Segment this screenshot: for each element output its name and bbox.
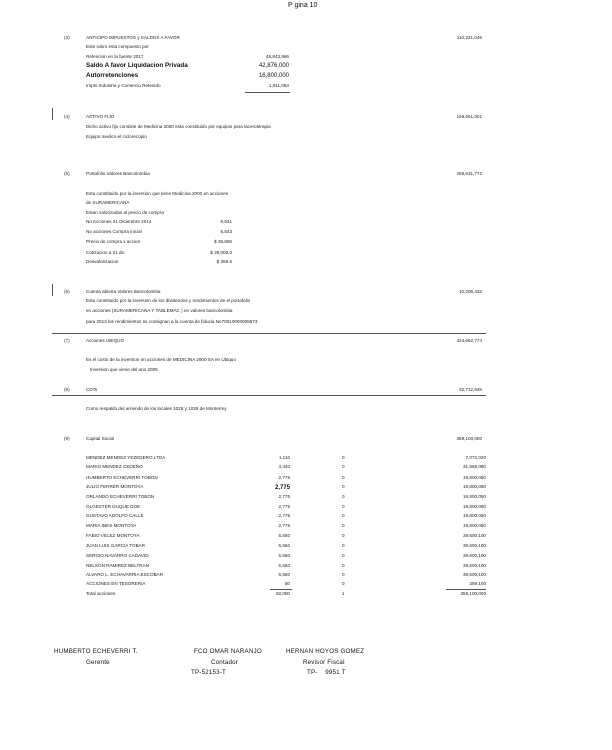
- share-count: 2,775: [278, 513, 290, 518]
- note-7-line: Inversion que viene del ano 2005: [90, 367, 158, 372]
- shareholder-name: OLGESTER DUQUE DOE: [86, 504, 141, 509]
- shareholder-row: [86, 534, 486, 541]
- shareholder-row: [86, 476, 486, 483]
- share-count: 2,775: [274, 485, 290, 491]
- section-divider: [52, 395, 486, 396]
- share-count: 5,550: [278, 553, 290, 558]
- shareholder-row: [86, 495, 486, 502]
- share-change: 0: [342, 464, 345, 469]
- note-3-value: 1,911,083: [268, 83, 289, 88]
- note-5-value: $ 36,606: [214, 239, 232, 244]
- note-5-total: 259,631,772: [456, 171, 482, 176]
- total-rule: [270, 589, 292, 590]
- note-8-number: (8): [64, 387, 70, 392]
- total-share-count: 50,000: [275, 591, 290, 596]
- note-3-line: Autorretenciones: [86, 72, 139, 79]
- note-3-intro: Este rubro esta compuesto por: [86, 44, 149, 49]
- note-5-line: No acciones Compra inicial: [86, 229, 142, 234]
- total-label: Total acciones: [86, 591, 116, 596]
- share-value: 7,072,020: [465, 455, 486, 460]
- note-7-number: (7): [64, 338, 70, 343]
- note-3-line: Saldo A favor Liquidacion Privada: [86, 62, 188, 69]
- note-6-line: en acciones (SURAMERICANA Y TABLEMAC ) en valores bancolombia: [86, 308, 233, 313]
- share-value: 39,600,100: [463, 553, 486, 558]
- note-5-line: de SURAMERICANA: [86, 200, 130, 205]
- share-change: 0: [342, 563, 345, 568]
- share-value: 19,800,050: [463, 523, 486, 528]
- shareholder-name: JUAN LUIS GARCIA TOBAR: [86, 543, 146, 548]
- note-5-line: Esta constituido por la inversion que tiene Medicina 2000 en acciones: [86, 191, 228, 196]
- total-rule: [446, 589, 486, 590]
- note-4-number: (4): [64, 114, 70, 119]
- share-count: 5,550: [278, 563, 290, 568]
- note-7-title: Acciones UBIQUO: [86, 338, 125, 343]
- shareholder-name: ACCIONES EN TESORERIA: [86, 581, 146, 586]
- note-5-value: 6,631: [220, 219, 232, 224]
- note-5-value: $ 39,000.0: [210, 250, 232, 255]
- total-row: [86, 592, 486, 599]
- note-4-total: 159,661,001: [456, 114, 482, 119]
- note-9-total: 359,100,000: [456, 436, 482, 441]
- signatory-name: HERNAN HOYOS GOMEZ: [286, 648, 365, 655]
- shareholder-name: MARIO MENDEZ CEDEÑO: [86, 464, 143, 469]
- note-3-value: 42,876,000: [258, 63, 289, 69]
- underline: [245, 92, 290, 93]
- shareholder-row: [86, 582, 486, 589]
- share-count: 1,110: [278, 455, 290, 460]
- shareholder-row: [86, 514, 486, 521]
- note-3-line: Retencion en la fuente 2017: [86, 54, 144, 59]
- note-6-title: Cuenta abierta Valores Bancolombia: [86, 289, 161, 294]
- share-value: 19,800,050: [463, 494, 486, 499]
- note-3-title: ANTICIPO IMPUESTOS y SALDOS A FAVOR: [86, 35, 180, 40]
- note-6-line: Esta constituido por la inversion de los dividendos y rendimientos de el portafolio: [86, 298, 251, 303]
- shareholder-name: HUMBERTO ECHEVERRI TOBON: [86, 475, 158, 480]
- margin-mark: [52, 108, 53, 120]
- share-count: 50: [284, 581, 290, 586]
- share-value: 19,800,050: [463, 484, 486, 489]
- share-change: 0: [342, 553, 345, 558]
- share-count: 4,440: [278, 464, 290, 469]
- share-count: 2,775: [278, 494, 290, 499]
- signatory-role: Contador: [211, 659, 239, 666]
- note-7-total: 424,662,774: [456, 338, 482, 343]
- shareholder-name: ORLANDO ECHEVERRI TOBON: [86, 494, 155, 499]
- note-9-title: Capital Social: [86, 436, 115, 441]
- note-4-line: Equipo medico el ciclorecopio: [86, 134, 147, 139]
- share-value: 359,100: [469, 581, 486, 586]
- share-value: 31,888,080: [463, 464, 486, 469]
- note-6-total: 10,206,432: [459, 289, 482, 294]
- shareholder-row: [86, 544, 486, 551]
- note-5-line: Estan valorizadas al precio de compra: [86, 210, 164, 215]
- share-count: 5,550: [278, 543, 290, 548]
- note-7-line: Es el costo de la inversion en acciones de MEDICINA 2000 SA en Ubiquo: [86, 357, 236, 362]
- note-8-total: 32,712,645: [459, 387, 482, 392]
- total-share-value: 359,100,000: [460, 591, 486, 596]
- share-change: 0: [342, 581, 345, 586]
- note-3-line: Impto Industria y Comercio Retenido: [86, 83, 161, 88]
- note-3-value: 16,800,000: [258, 73, 289, 79]
- shareholder-row: [86, 505, 486, 512]
- share-change: 0: [342, 572, 345, 577]
- share-change: 0: [342, 455, 345, 460]
- share-value: 19,800,050: [463, 475, 486, 480]
- shareholder-row: [86, 456, 486, 463]
- shareholder-row: [86, 573, 486, 580]
- signatory-professional-card: TP- 9951 T: [307, 669, 346, 676]
- section-divider: [52, 333, 486, 334]
- note-5-number: (5): [64, 171, 70, 176]
- note-5-value: $ 385.6: [216, 259, 232, 264]
- share-change: 0: [342, 484, 345, 489]
- shareholder-row: [86, 564, 486, 571]
- share-value: 19,800,050: [463, 504, 486, 509]
- share-count: 2,775: [278, 475, 290, 480]
- shareholder-row: [86, 554, 486, 561]
- share-value: 39,600,100: [463, 563, 486, 568]
- note-5-title: Portafolio Valores Bancolombia: [86, 171, 150, 176]
- note-3-value: 48,843,966: [266, 54, 289, 59]
- signatory-name: HUMBERTO ECHEVERRI T.: [54, 648, 138, 655]
- share-change: 0: [342, 494, 345, 499]
- page-number: P gina 10: [288, 2, 318, 9]
- note-5-line: Cotizacion a 31 dic: [86, 250, 125, 255]
- note-5-line: Precio de compra x accion: [86, 239, 141, 244]
- share-value: 19,800,050: [463, 513, 486, 518]
- note-3-number: (3): [64, 35, 70, 40]
- note-6-number: (6): [64, 289, 70, 294]
- margin-mark: [52, 284, 53, 296]
- share-count: 5,550: [278, 572, 290, 577]
- shareholder-name: GUSTAVO ADOLFO CALLE: [86, 513, 144, 518]
- shareholder-row: [86, 465, 486, 472]
- shareholder-row: [86, 524, 486, 531]
- note-5-line: Desvalorizacion: [86, 259, 119, 264]
- note-9-number: (9): [64, 436, 70, 441]
- share-value: 39,600,100: [463, 572, 486, 577]
- shareholder-name: ALVARO L. ECHAVARRIA ESCOBAR: [86, 572, 164, 577]
- note-5-value: 6,543: [220, 229, 232, 234]
- shareholder-name: SERGIO NAVARRO CADAVID: [86, 553, 149, 558]
- share-count: 2,775: [278, 523, 290, 528]
- share-count: 2,775: [278, 504, 290, 509]
- shareholder-name: MENDEZ MENDEZ YEZEDERO LTDA: [86, 455, 166, 460]
- share-change: 0: [342, 533, 345, 538]
- share-change: 0: [342, 475, 345, 480]
- note-4-line: Dicho activo fijo consiste de Medicina 2000 esta constituido por equipos para laceroterapia: [86, 124, 271, 129]
- shareholder-name: FABIO VELEZ MONTOYA: [86, 533, 140, 538]
- signatory-professional-card: TP-52153-T: [191, 669, 227, 676]
- note-8-title: CDTs: [86, 387, 98, 392]
- shareholder-name: NELSON RAMIREZ BELTRAN: [86, 563, 149, 568]
- share-change: 0: [342, 513, 345, 518]
- total-share-change: 1: [342, 591, 345, 596]
- note-5-line: No Acciones 31 Diciembre 2014: [86, 219, 152, 224]
- signatory-role: Revisor Fiscal: [303, 659, 345, 666]
- share-count: 5,550: [278, 533, 290, 538]
- note-3-total: 110,231,049: [456, 35, 482, 40]
- shareholder-name: MARIA INES MONTOYA: [86, 523, 137, 528]
- share-value: 39,600,100: [463, 543, 486, 548]
- shareholder-row: [86, 485, 486, 492]
- signatory-role: Gerente: [86, 659, 110, 666]
- note-4-title: ACTIVO FIJO: [86, 114, 115, 119]
- note-6-line: para 2013 los rendimientos se consignan a la cuenta de fiducia No70010000008573: [86, 319, 258, 324]
- share-change: 0: [342, 523, 345, 528]
- note-8-line: Como respaldo del arriendo de los locales 1025 y 1026 de Monterrey: [86, 406, 227, 411]
- signatory-name: FCO OMAR NARANJO: [194, 648, 262, 655]
- shareholder-name: JULIO FERRER MONTOYA: [86, 484, 144, 489]
- share-change: 0: [342, 543, 345, 548]
- share-value: 39,600,100: [463, 533, 486, 538]
- share-change: 0: [342, 504, 345, 509]
